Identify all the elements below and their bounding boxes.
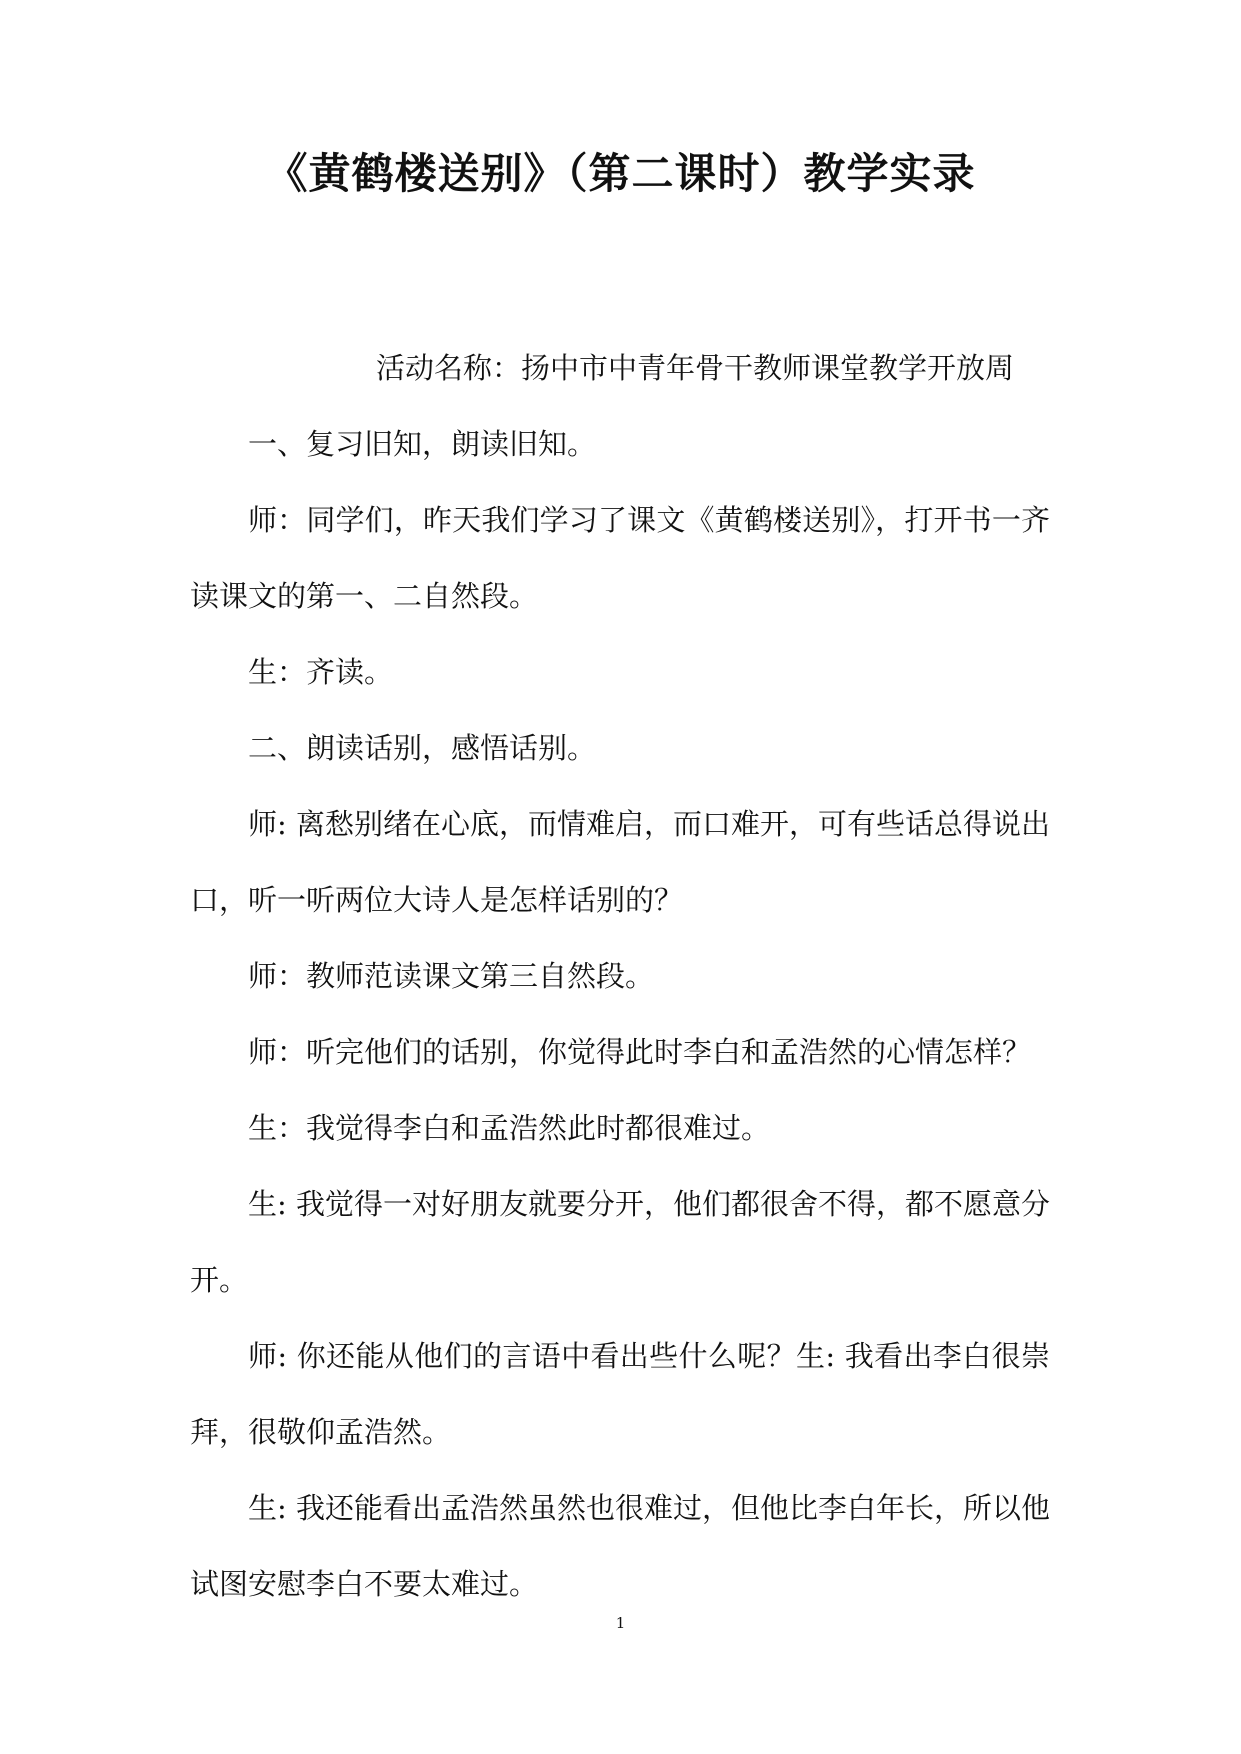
activity-name-paragraph: 活动名称：扬中市中青年骨干教师课堂教学开放周: [376, 351, 1015, 385]
teacher-paragraph: 师：听完他们的话别，你觉得此时李白和孟浩然的心情怎样？: [248, 1035, 1032, 1069]
document-body: [190, 330, 1050, 1622]
page-number: 1: [615, 1614, 626, 1632]
student-paragraph: 生: 我觉得一对好朋友就要分开，他们都很舍不得，都不愿意分开。: [190, 1187, 1050, 1297]
student-paragraph: 生: 我还能看出孟浩然虽然也很难过，但他比李白年长，所以他试图安慰李白不要太难过。: [190, 1491, 1050, 1601]
teacher-paragraph: 师：教师范读课文第三自然段。: [248, 959, 655, 993]
document-title: 《黄鹤楼送别》（第二课时）教学实录: [265, 149, 976, 198]
teacher-paragraph: 师: 离愁别绪在心底，而情难启，而口难开，可有些话总得说出口，听一听两位大诗人是怎样话别的？: [190, 807, 1050, 917]
section-heading-farewell: 二、朗读话别，感悟话别。: [248, 731, 597, 765]
teacher-student-paragraph: 师: 你还能从他们的言语中看出些什么呢？生: 我看出李白很崇拜，很敬仰孟浩然。: [190, 1339, 1050, 1449]
section-heading-review: 一、复习旧知，朗读旧知。: [248, 427, 597, 461]
student-paragraph: 生：我觉得李白和孟浩然此时都很难过。: [248, 1111, 771, 1145]
student-paragraph: 生：齐读。: [248, 655, 394, 689]
teacher-paragraph: 师：同学们，昨天我们学习了课文《黄鹤楼送别》，打开书一齐读课文的第一、二自然段。: [190, 503, 1050, 613]
